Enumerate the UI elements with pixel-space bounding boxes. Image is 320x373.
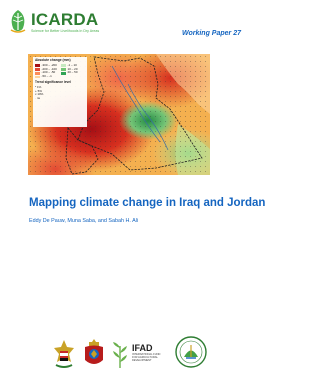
legend-swatch xyxy=(35,64,40,67)
working-paper-label: Working Paper 27 xyxy=(181,30,241,37)
iraq-emblem-icon xyxy=(51,338,77,370)
legend-item xyxy=(61,71,85,75)
climate-change-map xyxy=(28,54,210,175)
legend-item xyxy=(35,75,59,79)
jordan-emblem-icon xyxy=(82,338,106,370)
legend-label: 10 – 20 xyxy=(67,66,78,71)
ifad-emblem-icon xyxy=(109,340,131,370)
legend-label: -1 – 10 xyxy=(67,62,77,67)
logo-tagline: Science for Better Livelihoods in Dry Areas xyxy=(31,29,100,33)
legend-categories xyxy=(33,64,87,79)
legend-label: -100 – -50 xyxy=(41,70,56,75)
legend-label: 20 – 50 xyxy=(67,70,78,75)
legend-label: -200 – -100 xyxy=(41,66,57,71)
authors: Eddy De Pauw, Muna Saba, and Sabah H. Ali xyxy=(29,218,139,224)
legend-swatch xyxy=(35,68,40,71)
map-legend xyxy=(33,57,87,127)
legend-swatch xyxy=(35,72,40,75)
legend-significance-item: · ns xyxy=(35,96,41,101)
legend-swatch xyxy=(61,64,66,67)
legend-significance-item: x 10% xyxy=(35,92,44,97)
ministry-seal-icon xyxy=(175,336,207,368)
header xyxy=(0,0,264,48)
legend-significance-item: + 5% xyxy=(35,88,42,93)
legend-swatch xyxy=(35,76,40,79)
legend-swatch xyxy=(61,68,66,71)
ifad-wordmark: IFAD xyxy=(132,343,153,353)
legend-significance-list xyxy=(33,86,87,101)
legend-label: -50 – -1 xyxy=(41,74,52,79)
legend-title: Absolute change (mm) xyxy=(35,58,71,62)
logo-wordmark: ICARDA xyxy=(31,10,99,29)
document-title: Mapping climate change in Iraq and Jordan xyxy=(29,197,266,209)
icarda-logo xyxy=(7,8,107,38)
icarda-emblem-icon xyxy=(7,8,29,34)
legend-swatch xyxy=(61,72,66,75)
legend-significance-item: * 1% xyxy=(35,84,42,89)
ifad-subtext: INTERNATIONAL FUND FOR AGRICULTURAL DEVELOPMENT xyxy=(132,353,161,362)
legend-significance-title: Trend significance level xyxy=(35,79,71,84)
legend-label: -300 – -200 xyxy=(41,62,57,67)
